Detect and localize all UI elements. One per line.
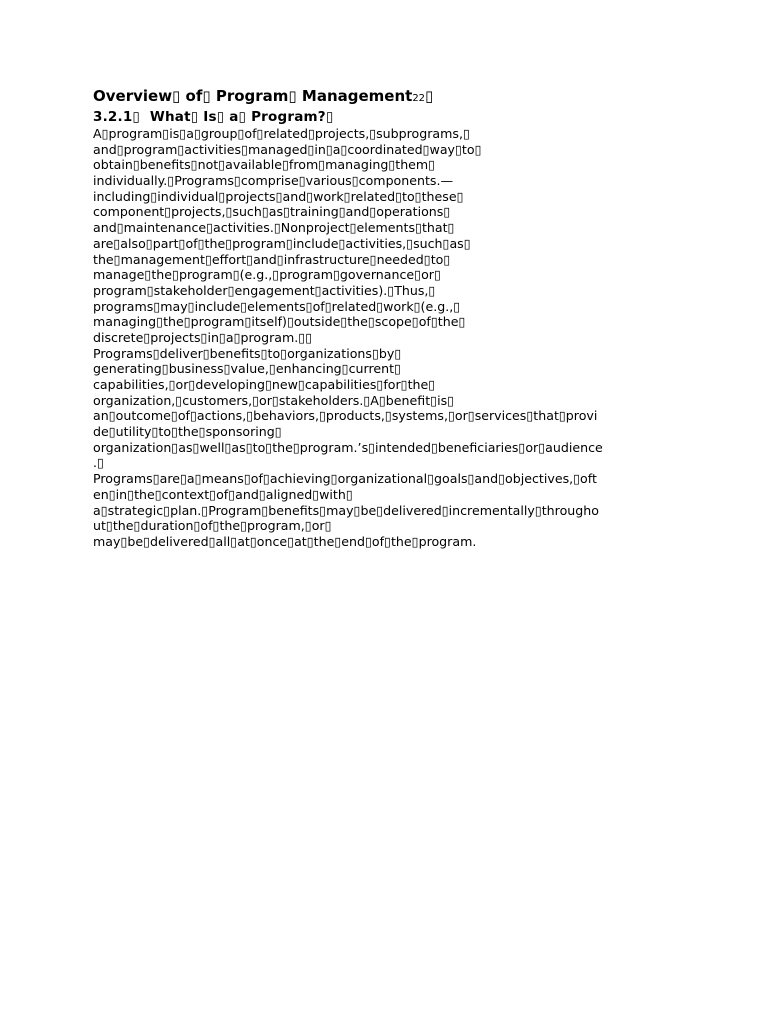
text-line: discrete▯projects▯in▯a▯program.▯▯ — [93, 329, 313, 345]
text-line: programs▯may▯include▯elements▯of▯related▯work▯(e.g.,▯ — [93, 298, 461, 314]
text-line: a▯strategic▯plan.▯Program▯benefits▯may▯be▯delivered▯incrementally▯througho — [93, 502, 599, 518]
text-line: program▯stakeholder▯engagement▯activities).▯Thus,▯ — [93, 282, 436, 298]
document-title — [93, 87, 733, 108]
text-line: organization▯as▯well▯as▯to▯the▯program.’s▯intended▯beneficiaries▯or▯audience — [93, 439, 603, 455]
section-heading: 3.2.1▯ What▯ Is▯ a▯ Program?▯ — [93, 109, 334, 125]
title-page-number: 22 — [412, 93, 426, 104]
text-line: Programs▯are▯a▯means▯of▯achieving▯organizational▯goals▯and▯objectives,▯oft — [93, 471, 597, 487]
text-line: may▯be▯delivered▯all▯at▯once▯at▯the▯end▯of▯the▯program. — [93, 533, 477, 549]
text-line: de▯utility▯to▯the▯sponsoring▯ — [93, 424, 282, 440]
text-line: an▯outcome▯of▯actions,▯behaviors,▯products,▯systems,▯or▯services▯that▯provi — [93, 408, 598, 424]
text-line: are▯also▯part▯of▯the▯program▯include▯activities,▯such▯as▯ — [93, 235, 471, 251]
text-line: A▯program▯is▯a▯group▯of▯related▯projects,▯subprograms,▯ — [93, 126, 470, 141]
document-page — [93, 87, 733, 550]
text-line: ut▯the▯duration▯of▯the▯program,▯or▯ — [93, 518, 332, 534]
text-line: component▯projects,▯such▯as▯training▯and▯operations▯ — [93, 204, 451, 220]
text-line: obtain▯benefits▯not▯available▯from▯managing▯them▯ — [93, 157, 436, 173]
title-tail: ▯ — [425, 87, 434, 105]
text-line: the▯management▯effort▯and▯infrastructure▯needed▯to▯ — [93, 251, 451, 267]
text-line: and▯maintenance▯activities.▯Nonproject▯elements▯that▯ — [93, 220, 455, 236]
text-line: manage▯the▯program▯(e.g.,▯program▯governance▯or▯ — [93, 267, 441, 283]
text-line: capabilities,▯or▯developing▯new▯capabilities▯for▯the▯ — [93, 377, 436, 392]
text-line: individually.▯Programs▯comprise▯various▯components.— — [93, 173, 454, 189]
text-line: en▯in▯the▯context▯of▯and▯aligned▯with▯ — [93, 486, 353, 502]
text-line: organization,▯customers,▯or▯stakeholders.▯A▯benefit▯is▯ — [93, 392, 455, 408]
text-line: including▯individual▯projects▯and▯work▯related▯to▯these▯ — [93, 188, 464, 204]
text-line: .▯ — [93, 455, 104, 471]
text-line: generating▯business▯value,▯enhancing▯current▯ — [93, 361, 401, 377]
title-text: Overview▯ of▯ Program▯ Management — [93, 87, 413, 105]
text-line: Programs▯deliver▯benefits▯to▯organizations▯by▯ — [93, 345, 402, 361]
text-line: managing▯the▯program▯itself)▯outside▯the▯scope▯of▯the▯ — [93, 314, 466, 330]
body-text — [93, 126, 733, 550]
text-line: and▯program▯activities▯managed▯in▯a▯coordinated▯way▯to▯ — [93, 141, 482, 157]
